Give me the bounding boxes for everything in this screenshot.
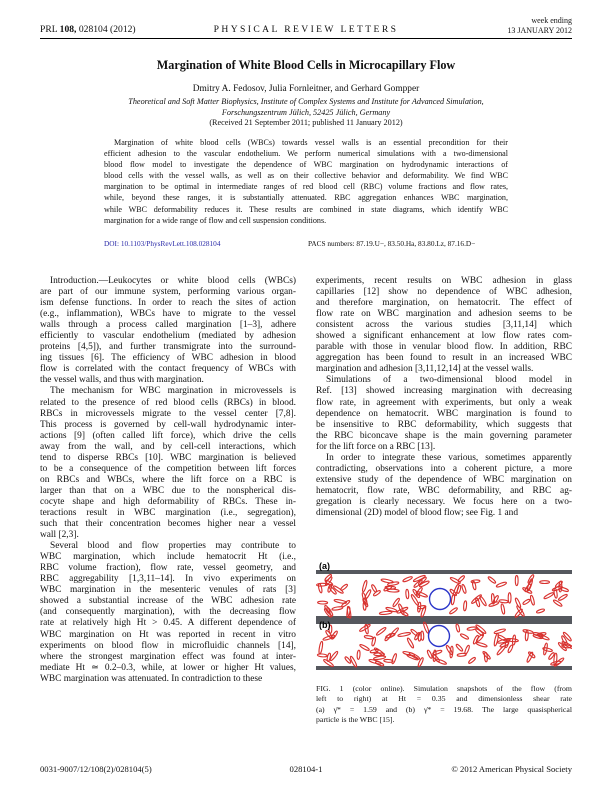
text-line: the RBC biconcave shape is the main governing parameter: [316, 430, 572, 441]
text-line: Several blood and flow properties may contribute to: [50, 541, 296, 552]
rbc-cell: [493, 633, 499, 646]
abstract-line: margination to be optimal in intermediate ranges of red blood cell (RBC) volume fractions and flow rates,: [104, 182, 508, 192]
text-line: extensive study of the dependence of WBC margination on: [316, 474, 572, 485]
rbc-cell: [461, 584, 467, 594]
text-line: margination and adhesion [3,11,12,14] at the vessel walls.: [316, 364, 534, 375]
affiliation-line-1: Theoretical and Soft Matter Biophysics, Institute of Complex Systems and Institute for Advanced Simulation,: [128, 97, 484, 106]
week-ending-label: week ending: [531, 16, 572, 25]
rbc-cell: [449, 607, 458, 615]
rbc-cell: [508, 593, 511, 603]
journal-name: PRL: [40, 24, 58, 35]
text-line: ism defense functions. In order to reach the sites of action: [40, 298, 296, 309]
rbc-cell: [463, 601, 467, 611]
rbc-cell: [501, 604, 506, 615]
received-dates: (Received 21 September 2011; published 11 January 2012): [209, 118, 403, 127]
rbc-cell: [543, 643, 548, 655]
doi-link[interactable]: DOI: 10.1103/PhysRevLett.108.028104: [104, 239, 221, 248]
text-line: flow rate on WBC margination and adhesion seems to be: [316, 309, 572, 320]
rbc-cell: [468, 657, 476, 665]
rbc-cell: [460, 633, 469, 640]
figure-caption: [316, 684, 572, 726]
text-line: tend to disperse RBCs [10]. WBC margination is believed: [40, 452, 296, 463]
text-line: WBC margination was attenuated. In contradiction to these: [40, 673, 263, 684]
text-line: mediate Ht ≃ 0.2–0.3, while, at lower or higher Ht values,: [40, 662, 296, 673]
rbc-cell: [515, 575, 518, 585]
text-line: efficiently to vascular endothelium (mediated by adhesion: [40, 331, 296, 342]
text-line: dimensional (2D) model of blood flow; see Fig. 1 and: [316, 507, 519, 518]
rbc-cell: [558, 594, 568, 602]
rbc-cell: [499, 599, 508, 603]
rbc-cell: [406, 589, 409, 599]
rbc-cell: [451, 594, 455, 604]
text-line: such that their concentration becomes higher near a vessel: [40, 519, 296, 530]
text-line: RBCs in microvessels migrate to the vessel center [7,8].: [40, 408, 296, 419]
affiliation-line-2: Forschungszentrum Jülich, 52425 Jülich, Germany: [221, 108, 391, 117]
article-number: 028104 (2012): [78, 24, 136, 35]
rbc-cell: [473, 635, 480, 645]
rbc-cell: [514, 598, 521, 609]
text-line: (and consequently margination), with the decreasing flow: [40, 607, 296, 618]
text-line: and therefore margination, on hematocrit. The effect of: [316, 298, 572, 309]
rbc-cell: [398, 632, 411, 637]
rbc-cell: [362, 580, 368, 592]
rbc-cell: [410, 594, 419, 606]
top-wall: [316, 620, 572, 624]
text-line: the vessel walls, and thus with margination.: [40, 375, 204, 386]
abstract-line: Margination of white blood cells (WBCs) towards vessel walls is an essential precondition for their: [114, 138, 508, 147]
rbc-cell: [357, 650, 360, 659]
rbc-cell: [540, 581, 550, 584]
caption-line: (a) γ̇* = 1.59 and (b) γ̇* = 19.68. The large quasispherical: [316, 704, 572, 714]
text-line: on RBCs and WBCs, where the lift force on a RBC is: [40, 474, 296, 485]
text-line: WBC margination on Ht was reported in recent in vitro: [40, 629, 296, 640]
text-line: away from the wall, and by cell-cell interactions, which: [40, 441, 296, 452]
text-line: showed a substantial increase of the WBC adhesion rate: [40, 596, 296, 607]
text-line: are part of our immune system, performing various organ-: [40, 287, 296, 298]
text-line: Simulations of a two-dimensional blood model in: [326, 375, 572, 386]
text-line: larger than that on a WBC due to the nonspherical dis-: [40, 485, 296, 496]
top-wall: [316, 570, 572, 574]
text-line: be insensitive to RBC deformability, which suggests that: [316, 419, 572, 430]
rbc-cell: [406, 654, 418, 661]
abstract-line: blood cells with the vessel walls, as well as on their collective behavior and deformability. We find WBC: [104, 171, 508, 181]
text-line: experiments on blood flow in microfluidic channels [14],: [40, 640, 296, 651]
rbc-cell: [457, 575, 465, 583]
abstract: [104, 137, 508, 226]
right-column: [316, 276, 572, 519]
panel-a-label: (a): [319, 561, 330, 571]
rbc-cell: [364, 635, 373, 639]
text-line: teractions result in WBC margination (i.e., segregation),: [40, 507, 296, 518]
text-line: flow rate, in agreement with experiments, but only a weak: [316, 397, 572, 408]
issue-date: [507, 16, 572, 35]
text-line: ing tissues [6]. The efficiency of WBC adhesion in blood: [40, 353, 296, 364]
author-list: Dmitry A. Fedosov, Julia Fornleitner, and Gerhard Gompper: [192, 84, 420, 94]
text-line: gregation is clearly necessary. We focus here on a two-: [316, 496, 572, 507]
copyright: © 2012 American Physical Society: [451, 764, 572, 774]
text-line: parable with those in venular blood flow. In addition, RBC: [316, 342, 572, 353]
text-line: (e.g., inflammation), WBCs have to migrate to the vessel: [40, 309, 296, 320]
issue-date-value: 13 JANUARY 2012: [507, 25, 572, 35]
text-line: WBC margination in the mesenteric venules of rats [3]: [40, 585, 296, 596]
rbc-cell: [512, 635, 516, 645]
panel-b: [316, 620, 572, 670]
rbc-cell: [418, 605, 427, 609]
page-number: 028104-1: [289, 764, 323, 774]
text-line: RBC volume fraction), flow rate, vessel geometry, and: [40, 563, 296, 574]
rbc-cell: [391, 653, 397, 664]
text-line: RBC aggregability [1,3,11–14]. In vivo experiments on: [40, 574, 296, 585]
paper-title: Margination of White Blood Cells in Microcapillary Flow: [156, 58, 456, 72]
caption-line: particle is the WBC [15].: [316, 715, 395, 725]
rbc-cell: [427, 650, 433, 659]
text-line: In order to integrate these various, sometimes apparently: [326, 452, 572, 463]
text-line: hematocrit, flow rate, WBC deformability, and RBC ag-: [316, 485, 572, 496]
abstract-line: blood flow model to investigate the dependence of WBC margination on hydrodynamic interactions of: [104, 160, 508, 170]
rbc-cell: [340, 584, 348, 592]
rbc-cell: [476, 642, 488, 648]
text-line: WBC margination, which include hematocrit Ht (i.e.,: [40, 552, 296, 563]
text-line: for the lift force on a RBC [13].: [316, 441, 436, 452]
text-line: actions [9] (often called lift force), which drive the cells: [40, 430, 296, 441]
figure-1: [316, 554, 572, 674]
text-line: flow is correlated with the contact frequency of WBCs with: [40, 364, 296, 375]
caption-line: left to right) at Ht = 0.35 and dimensionless shear rate: [316, 694, 572, 704]
pacs-numbers: PACS numbers: 87.19.U−, 83.50.Ha, 83.80.Lz, 87.16.D−: [308, 239, 476, 248]
text-line: proteins [4,5]), and further transmigrate into the surround-: [40, 342, 296, 353]
abstract-line: efficient adhesion to the vascular endothelium. We perform numerical simulations with a two-dimensional: [104, 149, 508, 159]
rbc-cell: [487, 576, 496, 584]
text-line: dependence on hematocrit. WBC margination is found to: [316, 408, 572, 419]
left-column: [40, 276, 296, 685]
abstract-line: while WBC deformability reduces it. These results are combined in state diagrams, which identify WBC: [104, 204, 508, 214]
rbc-cell: [530, 595, 535, 605]
header-rule: [40, 38, 572, 39]
rbc-cell: [522, 599, 530, 606]
rbc-cell: [359, 644, 370, 652]
rbc-cell: [475, 598, 480, 607]
text-line: contradicting, observations into a coherent picture, a more: [316, 463, 572, 474]
text-line: Ref. [13] showed increasing margination with decreasing: [316, 386, 572, 397]
text-line: walls through a process called margination [1–3], adhere: [40, 320, 296, 331]
caption-line: FIG. 1 (color online). Simulation snapshots of the flow (from: [316, 684, 572, 693]
rbc-cell: [406, 637, 414, 648]
rbc-cell: [402, 576, 412, 583]
panel-b-label: (b): [319, 620, 331, 630]
journal-volume: 108,: [59, 24, 77, 35]
rbc-cell: [496, 581, 507, 587]
text-line: consistent across the various studies [3,11,14] which: [316, 320, 572, 331]
text-line: to be a consequence of the competition between lift forces: [40, 463, 296, 474]
rbc-cell: [371, 584, 378, 593]
rbc-cell: [317, 654, 327, 658]
rbc-cell: [536, 608, 545, 613]
rbc-cell: [455, 644, 463, 652]
text-line: wall [2,3].: [40, 530, 79, 541]
rbc-cell: [494, 628, 506, 634]
rbc-cell: [332, 606, 343, 610]
footer-code: 0031-9007/12/108(2)/028104(5): [40, 764, 152, 774]
rbc-cell: [376, 627, 387, 636]
text-line: experiments, recent results on WBC adhesion in glass: [316, 276, 572, 286]
rbc-cell: [318, 601, 328, 604]
wbc-cell: [429, 626, 450, 647]
text-line: rate at relatively high Ht > 0.45. A different dependence of: [40, 618, 296, 629]
rbc-cell: [318, 641, 323, 654]
rbc-cell: [381, 578, 394, 583]
text-line: showed a significant enhancement at low flow rates com-: [316, 331, 572, 342]
panel-a: [316, 570, 572, 620]
rbc-cell: [456, 585, 461, 594]
text-line: Introduction.—Leukocytes or white blood cells (WBCs): [50, 276, 296, 286]
text-line: aggregation has been found to result in an increased WBC: [316, 353, 572, 364]
rbc-cell: [455, 624, 460, 633]
rbc-cell: [457, 653, 466, 657]
rbc-cell: [373, 655, 385, 660]
rbc-cell: [507, 645, 513, 654]
rbc-cell: [323, 634, 336, 641]
rbc-cell: [450, 577, 461, 585]
rbc-cell: [421, 631, 424, 640]
rbc-cell: [334, 599, 347, 604]
text-line: capillaries [12] show no dependence of WBC adhesion,: [316, 287, 572, 298]
rbc-cell: [543, 592, 554, 600]
text-line: This process is governed by cell-wall hydrodynamic inter-: [40, 419, 296, 430]
wbc-cell: [430, 589, 451, 610]
text-line: related to the presence of red blood cells (RBCs) in blood.: [40, 397, 296, 408]
text-line: The mechanism for WBC margination in microvessels is: [50, 386, 296, 397]
rbc-cell: [318, 583, 323, 593]
journal-banner: PHYSICAL REVIEW LETTERS: [213, 24, 399, 35]
rbc-cell: [371, 637, 376, 646]
text-line: cocyte shape and high deformability of RBCs. These in-: [40, 496, 296, 507]
simulation-snapshots: [316, 554, 572, 674]
bottom-wall: [316, 616, 572, 620]
rbc-cell: [379, 611, 392, 615]
abstract-line: margination for a wide range of flow and cell suspension conditions.: [104, 215, 327, 225]
abstract-line: while, beyond these ranges, it is substantially attenuated. RBC aggregation enhances WBC margination,: [104, 193, 508, 203]
text-line: where the strongest margination effect was found at inter-: [40, 651, 296, 662]
